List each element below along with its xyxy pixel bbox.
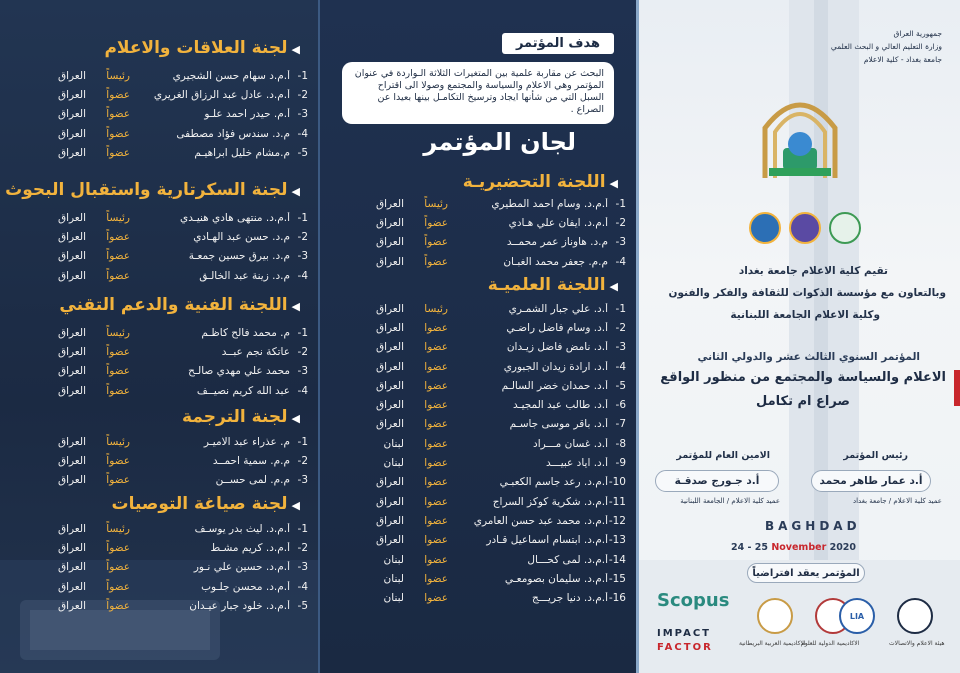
header-line-1: جمهورية العراق xyxy=(893,29,942,38)
member-number: 15- xyxy=(608,572,626,585)
member-country: العراق xyxy=(375,476,404,489)
member-country: العراق xyxy=(375,321,404,334)
committee-title-text: لجنة السكرتارية واستقبال البحوث xyxy=(5,180,288,200)
member-name: أ.م.د. لمى كحـــال xyxy=(527,553,608,566)
committees-title: لجان المؤتمر xyxy=(423,128,576,156)
member-row xyxy=(40,227,308,246)
member-row xyxy=(40,85,308,104)
member-role: عضوا xyxy=(424,437,448,450)
member-name: أ.م.د. ابتسام اسماعيل قـادر xyxy=(486,534,608,547)
member-row xyxy=(358,318,626,337)
member-role: عضواً xyxy=(106,146,130,159)
member-country: العراق xyxy=(57,326,86,339)
member-role: رئيسا xyxy=(424,302,448,315)
member-number: 1- xyxy=(615,197,626,210)
committee-member-list xyxy=(40,66,308,162)
member-row xyxy=(40,538,308,557)
member-country: العراق xyxy=(57,211,86,224)
member-name: أ.م.د. وسام احمد المطيري xyxy=(491,197,608,210)
member-role: عضواً xyxy=(106,345,130,358)
member-role: عضوا xyxy=(424,321,448,334)
badge-cmc xyxy=(897,598,933,634)
member-number: 5- xyxy=(297,599,308,612)
member-name: م.م. سمية احمــد xyxy=(212,454,290,467)
member-name: م. عذراء عبد الاميـر xyxy=(203,435,290,448)
member-number: 3- xyxy=(615,341,626,354)
member-number: 3- xyxy=(297,365,308,378)
member-role: عضوا xyxy=(424,572,448,585)
member-role: عضوا xyxy=(424,495,448,508)
member-row xyxy=(40,342,308,361)
member-number: 5- xyxy=(297,146,308,159)
member-country: العراق xyxy=(57,88,86,101)
committee-title xyxy=(111,494,300,514)
member-country: العراق xyxy=(57,580,86,593)
date-year: 2020 xyxy=(829,542,857,553)
member-country: العراق xyxy=(375,495,404,508)
header-line-3: جامعة بغداد - كلية الاعلام xyxy=(863,55,942,64)
committee-title xyxy=(5,180,300,200)
member-country: العراق xyxy=(57,230,86,243)
member-country: العراق xyxy=(57,345,86,358)
member-number: 2- xyxy=(615,216,626,229)
member-row xyxy=(40,208,308,227)
member-country: العراق xyxy=(57,541,86,554)
org-line-2: وبالتعاون مع مؤسسة الذكوات للثقافة والفكر والفنون xyxy=(668,287,946,299)
committee-member-list xyxy=(40,519,308,615)
member-row xyxy=(358,194,626,213)
member-country: العراق xyxy=(375,216,404,229)
member-role: عضواً xyxy=(106,230,130,243)
member-name: أ.م.د. سليمان بصومعـي xyxy=(504,572,608,585)
member-country: العراق xyxy=(57,269,86,282)
member-number: 4- xyxy=(615,255,626,268)
member-country: العراق xyxy=(57,384,86,397)
member-number: 4- xyxy=(297,269,308,282)
member-number: 8- xyxy=(615,437,626,450)
member-role: عضواً xyxy=(424,255,448,268)
member-row xyxy=(40,381,308,400)
member-row xyxy=(40,362,308,381)
member-row xyxy=(358,511,626,530)
member-name: أ.د. حمدان خضر السالـم xyxy=(501,379,608,392)
member-country: العراق xyxy=(57,146,86,159)
member-country: لبنان xyxy=(383,553,404,566)
member-name: م.د. بيرق حسين جمعـة xyxy=(188,250,290,263)
logo-college-media xyxy=(829,212,861,244)
member-row xyxy=(358,338,626,357)
badge-british-academy xyxy=(757,598,793,634)
member-country: العراق xyxy=(375,399,404,412)
member-name: أ.م. حيدر احمد علـو xyxy=(204,108,290,121)
member-row xyxy=(40,471,308,490)
member-row xyxy=(358,453,626,472)
badge-lia: LIA xyxy=(839,598,875,634)
president-label: رئيس المؤتمر xyxy=(843,450,908,461)
left-panel xyxy=(0,0,318,673)
impact-factor-line-2: FACTOR xyxy=(657,642,713,653)
member-number: 4- xyxy=(615,360,626,373)
member-row xyxy=(40,266,308,285)
member-country: العراق xyxy=(57,108,86,121)
member-row xyxy=(40,124,308,143)
member-role: عضواً xyxy=(424,216,448,229)
member-role: عضواً xyxy=(106,384,130,397)
bullet-marker-icon: ◀ xyxy=(291,43,300,56)
member-row xyxy=(358,569,626,588)
member-role: عضوا xyxy=(424,418,448,431)
member-role: عضواً xyxy=(106,580,130,593)
member-row xyxy=(40,66,308,85)
member-country: العراق xyxy=(375,341,404,354)
member-row xyxy=(40,451,308,470)
member-name: أ.م.د. رعد جاسم الكعبـي xyxy=(499,476,608,489)
member-country: العراق xyxy=(57,365,86,378)
bullet-marker-icon: ◀ xyxy=(609,177,618,190)
member-number: 3- xyxy=(615,236,626,249)
committee-title-text: اللجنة العلميـة xyxy=(487,275,606,295)
member-role: عضوا xyxy=(424,360,448,373)
bullet-marker-icon: ◀ xyxy=(291,412,300,425)
member-number: 13- xyxy=(608,534,626,547)
member-row xyxy=(40,323,308,342)
committee-member-list xyxy=(40,323,308,400)
member-country: العراق xyxy=(57,599,86,612)
member-name: أ.د. نامض فاضل زيـدان xyxy=(506,341,608,354)
member-number: 3- xyxy=(297,250,308,263)
member-number: 14- xyxy=(608,553,626,566)
member-number: 11- xyxy=(608,495,626,508)
member-role: عضوا xyxy=(424,476,448,489)
member-row xyxy=(40,247,308,266)
scopus-logo: Scopus xyxy=(657,590,730,611)
member-name: أ.م.د سهام حسن الشجيري xyxy=(172,69,290,82)
member-row xyxy=(358,588,626,607)
member-number: 2- xyxy=(297,541,308,554)
member-country: العراق xyxy=(375,514,404,527)
conference-title-line-2: صراع ام تكامل xyxy=(756,394,850,409)
member-name: أ.م.د. عادل عبد الرزاق الغريري xyxy=(153,88,290,101)
org-line-1: تقيم كلية الاعلام جامعة بغداد xyxy=(738,265,888,277)
org-line-3: وكلية الاعلام الجامعة اللبنانية xyxy=(730,309,880,321)
member-name: أ.م.د. ايفان علي هـادي xyxy=(508,216,608,229)
member-name: أ.م.د. شكرية كوكز السراج xyxy=(492,495,608,508)
member-name: م.م. لمى حســن xyxy=(215,474,290,487)
member-name: أ.د. طالب عبد المجيـد xyxy=(512,399,608,412)
member-number: 1- xyxy=(297,211,308,224)
member-role: رئيساً xyxy=(106,69,130,82)
member-role: رئيساً xyxy=(106,211,130,224)
member-number: 1- xyxy=(297,326,308,339)
committee-title xyxy=(104,38,300,58)
member-row xyxy=(40,432,308,451)
member-country: العراق xyxy=(375,197,404,210)
member-country: العراق xyxy=(57,561,86,574)
member-role: عضواً xyxy=(106,88,130,101)
badge-british-academy-caption: الاكاديمية العربية البريطانية xyxy=(739,640,806,647)
member-number: 1- xyxy=(297,522,308,535)
conference-arch-logo xyxy=(759,88,841,182)
member-row xyxy=(358,550,626,569)
member-role: رئيساً xyxy=(106,326,130,339)
conference-edition: المؤتمر السنوي الثالث عشر والدولي الثاني xyxy=(697,351,920,363)
member-country: العراق xyxy=(375,418,404,431)
member-name: م.د. زينة عبد الخالـق xyxy=(199,269,290,282)
president-title: عميد كلية الاعلام / جامعة بغداد xyxy=(852,497,942,505)
member-name: عاتكة نجم عبــد xyxy=(221,345,290,358)
member-row xyxy=(358,492,626,511)
member-number: 2- xyxy=(297,230,308,243)
member-row xyxy=(358,252,626,271)
member-number: 2- xyxy=(297,454,308,467)
member-name: عبد الله كريم نصيــف xyxy=(196,384,290,397)
member-number: 1- xyxy=(297,69,308,82)
member-role: عضوا xyxy=(424,457,448,470)
member-role: عضوا xyxy=(424,553,448,566)
goal-text: البحث عن مقاربة علمية بين المتغيرات الثلاثة الـواردة في عنوان المؤتمر وهي الاعلام والسياسة والمجتمع وصولا الى اقتراح السبل التي من شأنها ايجاد وترسيخ التكامـل بينها بعيدا عن الصراع . xyxy=(342,62,614,124)
member-country: العراق xyxy=(375,255,404,268)
committee-member-list xyxy=(358,299,626,608)
conference-title-line-1: الاعلام والسياسة والمجتمع من منظور الواقع xyxy=(660,370,946,385)
member-row xyxy=(358,473,626,492)
member-number: 2- xyxy=(297,88,308,101)
member-number: 9- xyxy=(615,457,626,470)
member-number: 2- xyxy=(297,345,308,358)
member-role: عضوا xyxy=(424,592,448,605)
member-number: 3- xyxy=(297,561,308,574)
conference-date xyxy=(731,542,856,553)
member-role: عضواً xyxy=(106,269,130,282)
member-number: 3- xyxy=(297,474,308,487)
member-country: العراق xyxy=(57,69,86,82)
member-name: أ.د. باقر موسى جاسـم xyxy=(509,418,608,431)
member-country: لبنان xyxy=(383,572,404,585)
right-panel xyxy=(636,0,960,673)
bullet-marker-icon: ◀ xyxy=(291,185,300,198)
member-name: أ.م.د. خلود جبار عيـدان xyxy=(189,599,290,612)
member-number: 16- xyxy=(608,592,626,605)
member-country: العراق xyxy=(57,435,86,448)
member-role: عضوا xyxy=(424,534,448,547)
member-row xyxy=(358,395,626,414)
date-month: November xyxy=(771,542,827,553)
committee-title-text: لجنة العلاقات والاعلام xyxy=(104,38,288,58)
member-country: العراق xyxy=(57,474,86,487)
member-name: أ.م.د. دنيا جريـــج xyxy=(532,592,608,605)
member-number: 4- xyxy=(297,580,308,593)
secretary-label: الامين العام للمؤتمر xyxy=(676,450,770,461)
member-row xyxy=(40,558,308,577)
member-name: م. محمد فالح كاظـم xyxy=(201,326,290,339)
impact-factor-line-1: IMPACT xyxy=(657,628,711,639)
member-row xyxy=(40,143,308,162)
goal-label: هدف المؤتمر xyxy=(502,33,614,54)
member-name: م.د. سندس فؤاد مصطفى xyxy=(176,127,290,140)
member-number: 3- xyxy=(297,108,308,121)
committee-title-text: اللجنة الفنية والدعم التقني xyxy=(59,295,288,315)
member-number: 2- xyxy=(615,321,626,334)
secretary-name: أ.د جـورج صدقـة xyxy=(655,470,779,492)
member-name: أ.م.د. محمد عبد حسن العامري xyxy=(473,514,608,527)
member-number: 5- xyxy=(615,379,626,392)
date-days: 24 - 25 xyxy=(731,542,768,553)
committee-member-list xyxy=(40,432,308,490)
member-number: 10- xyxy=(608,476,626,489)
member-role: عضواً xyxy=(106,127,130,140)
member-role: عضواً xyxy=(106,541,130,554)
member-number: 4- xyxy=(297,127,308,140)
member-country: العراق xyxy=(57,454,86,467)
member-role: عضواً xyxy=(106,474,130,487)
member-role: رئيساً xyxy=(424,197,448,210)
logo-thakawat xyxy=(789,212,821,244)
member-role: رئيساً xyxy=(106,435,130,448)
middle-panel xyxy=(318,0,636,673)
member-number: 1- xyxy=(297,435,308,448)
member-role: عضوا xyxy=(424,514,448,527)
committee-title-text: لجنة صياغة التوصيات xyxy=(111,494,288,514)
member-country: العراق xyxy=(375,236,404,249)
title-accent-bar xyxy=(954,370,960,406)
member-role: عضوا xyxy=(424,341,448,354)
logo-lebanese-university xyxy=(749,212,781,244)
member-number: 7- xyxy=(615,418,626,431)
member-number: 12- xyxy=(608,514,626,527)
member-number: 4- xyxy=(297,384,308,397)
secretary-title: عميد كلية الاعلام / الجامعة اللبنانية xyxy=(680,497,780,505)
member-name: محمد علي مهدي صالـح xyxy=(188,365,290,378)
member-row xyxy=(40,519,308,538)
committee-title-text: لجنة الترجمة xyxy=(182,407,288,427)
committee-title xyxy=(463,172,618,192)
member-role: عضواً xyxy=(424,236,448,249)
member-role: عضواً xyxy=(106,454,130,467)
bullet-marker-icon: ◀ xyxy=(291,499,300,512)
member-name: م.د. حسن عبد الهـادي xyxy=(193,230,290,243)
member-role: عضوا xyxy=(424,399,448,412)
member-name: م.مشام خليل ابراهيـم xyxy=(194,146,290,159)
committee-title xyxy=(488,275,618,295)
committee-member-list xyxy=(358,194,626,271)
member-country: العراق xyxy=(375,360,404,373)
member-row xyxy=(358,415,626,434)
committee-title xyxy=(182,407,300,427)
member-row xyxy=(358,299,626,318)
header-line-2: وزارة التعليم العالي و البحث العلمي xyxy=(830,42,942,51)
committee-title-text: اللجنة التحضيريـة xyxy=(462,172,606,192)
member-country: العراق xyxy=(375,534,404,547)
member-country: العراق xyxy=(57,250,86,263)
member-row xyxy=(358,434,626,453)
member-country: العراق xyxy=(375,379,404,392)
member-role: عضوا xyxy=(424,379,448,392)
member-name: أ.د. علي جبار الشمـري xyxy=(508,302,608,315)
member-name: م.م. جعفر محمد الغبـان xyxy=(503,255,608,268)
member-country: لبنان xyxy=(383,592,404,605)
member-name: أ.م.د. ليث بدر يوسـف xyxy=(194,522,290,535)
committee-member-list xyxy=(40,208,308,285)
bullet-marker-icon: ◀ xyxy=(291,300,300,313)
member-role: عضواً xyxy=(106,561,130,574)
city-label: BAGHDAD xyxy=(765,519,861,533)
member-row xyxy=(40,577,308,596)
member-role: عضواً xyxy=(106,108,130,121)
member-name: أ.م.د. كريم مشـط xyxy=(210,541,290,554)
member-row xyxy=(358,233,626,252)
member-name: أ.د. غسان مـــراد xyxy=(533,437,608,450)
member-row xyxy=(40,105,308,124)
member-name: أ.م.د. محسن جلـوب xyxy=(201,580,290,593)
bullet-marker-icon: ◀ xyxy=(609,280,618,293)
member-row xyxy=(358,357,626,376)
badge-cmc-caption: هيئة الاعلام والاتصالات xyxy=(889,640,945,647)
member-role: عضواً xyxy=(106,250,130,263)
virtual-note: المؤتمر يعقد افتراضياً xyxy=(747,563,865,583)
member-row xyxy=(358,376,626,395)
member-name: أ.د. وسام فاضل راضـي xyxy=(506,321,608,334)
member-country: العراق xyxy=(375,302,404,315)
committee-title xyxy=(59,295,300,315)
member-row xyxy=(358,213,626,232)
member-name: أ.د. اياد عبيـــد xyxy=(545,457,608,470)
president-name: أ.د عمار طاهر محمد xyxy=(811,470,931,492)
member-row xyxy=(40,596,308,615)
member-country: العراق xyxy=(57,522,86,535)
member-name: أ.د. ارادة زيدان الجبوري xyxy=(503,360,608,373)
member-number: 6- xyxy=(615,399,626,412)
member-country: العراق xyxy=(57,127,86,140)
member-name: أ.م.د. حسين علي نـور xyxy=(193,561,290,574)
member-name: م.د. هاوناز عمر محمــد xyxy=(506,236,608,249)
member-name: أ.م.د. منتهى هادي هنيـدي xyxy=(180,211,290,224)
member-role: رئيساً xyxy=(106,522,130,535)
badge-intl-academy-caption: الاكاديمية الدولية للعلوم xyxy=(801,640,860,647)
member-country: لبنان xyxy=(383,437,404,450)
member-country: لبنان xyxy=(383,457,404,470)
member-role: عضواً xyxy=(106,599,130,612)
member-role: عضواً xyxy=(106,365,130,378)
member-number: 1- xyxy=(615,302,626,315)
member-row xyxy=(358,531,626,550)
